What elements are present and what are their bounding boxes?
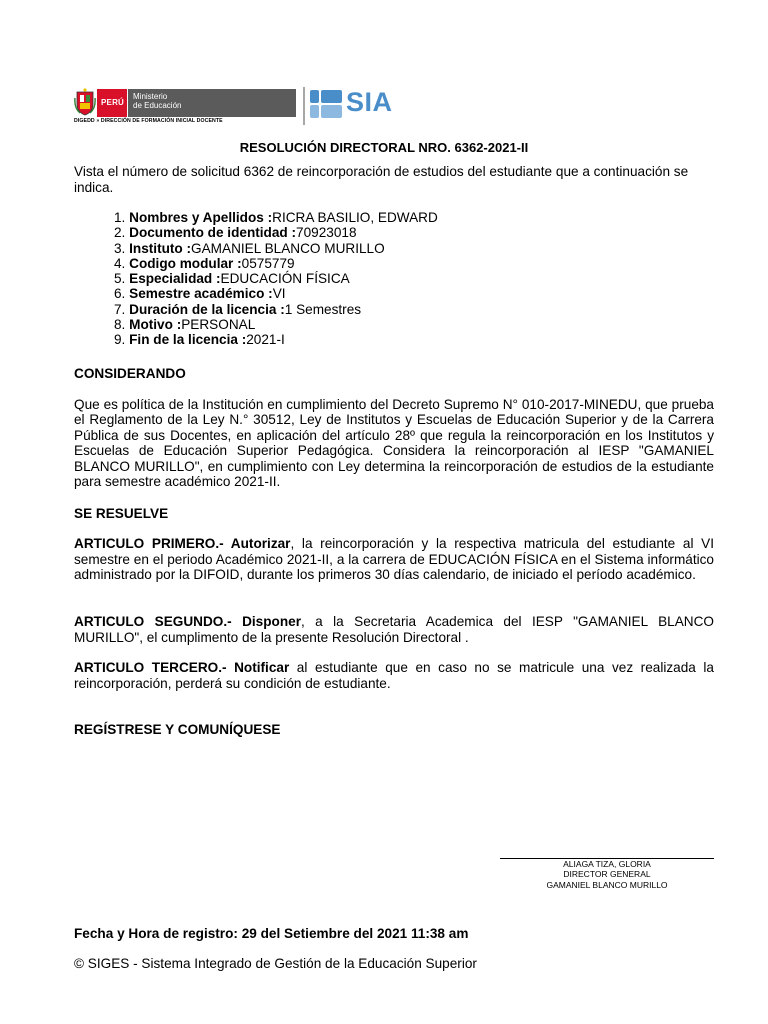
list-item-number: 6. bbox=[114, 286, 126, 302]
list-item bbox=[114, 241, 438, 256]
article-segundo-lead: ARTICULO SEGUNDO.- Disponer bbox=[74, 614, 301, 629]
data-list bbox=[74, 210, 438, 348]
intro-paragraph: Vista el número de solicitud 6362 de reincorporación de estudios del estudiante que a continuación se indica. bbox=[74, 164, 689, 195]
copyright-notice: © SIGES - Sistema Integrado de Gestión de la Educación Superior bbox=[74, 956, 477, 971]
resuelve-heading: SE RESUELVE bbox=[74, 506, 169, 521]
list-item-value: RICRA BASILIO, EDWARD bbox=[272, 210, 438, 225]
sia-logo-icon bbox=[310, 90, 342, 118]
list-item-value: 2021-I bbox=[246, 332, 285, 348]
article-segundo-text: , a la Secretaria Academica del IESP "GAMANIEL BLANCO MURILLO", el cumplimento de la presente Resolución Directoral . bbox=[74, 614, 714, 645]
list-item-value: 0575779 bbox=[241, 255, 295, 271]
signature-name: ALIAGA TIZA, GLORIA bbox=[563, 859, 651, 869]
signature-institution: GAMANIEL BLANCO MURILLO bbox=[546, 880, 668, 890]
list-item-label: Instituto : bbox=[129, 240, 192, 256]
list-item bbox=[114, 271, 438, 286]
closing-statement: REGÍSTRESE Y COMUNÍQUESE bbox=[74, 722, 281, 737]
article-primero-text: , la reincorporación y la respectiva matricula del estudiante al VI semestre en el periodo Académico 2021-II, a la carrera de EDUCACIÓN FÍSICA en el Sistema informático administrado por la DIFOID, durante los primeros 30 días calendario, de iniciado el período académico. bbox=[74, 536, 714, 582]
list-item-number: 4. bbox=[114, 255, 126, 271]
list-item-value: 1 Semestres bbox=[284, 301, 362, 317]
list-item-number: 1. bbox=[114, 210, 126, 225]
list-item bbox=[114, 210, 438, 225]
list-item bbox=[114, 317, 438, 332]
list-item-value: PERSONAL bbox=[181, 317, 256, 333]
article-tercero-lead: ARTICULO TERCERO.- Notificar bbox=[74, 660, 290, 675]
article-primero bbox=[74, 536, 714, 583]
list-item-label: Documento de identidad : bbox=[129, 225, 297, 241]
list-item-number: 2. bbox=[114, 225, 126, 241]
considerando-paragraph: Que es política de la Institución en cumplimiento del Decreto Supremo N° 010-2017-MINEDU, que prueba el Reglamento de la Ley N.° 30512, Ley de Institutos y Escuelas de Educación Superior y de la Carrera Pública de sus Docentes, en aplicación del artículo 28º que regula la reincorporación en los Institutos y Escuelas de Educación Superior Pedagógica. Considera la reincorporación al IESP "GAMANIEL BLANCO MURILLO", en cumplimiento con Ley determina la reincorporación de estudios de la estudiante para semestre académico 2021-II. bbox=[74, 397, 714, 490]
ministry-badge bbox=[128, 89, 296, 117]
list-item-label: Fin de la licencia : bbox=[129, 332, 247, 348]
article-tercero-text: al estudiante que en caso no se matricule una vez realizada la reincorporación, perderá su condición de estudiante. bbox=[74, 660, 714, 691]
article-primero-lead: ARTICULO PRIMERO.- Autorizar bbox=[74, 536, 291, 551]
signature-role: DIRECTOR GENERAL bbox=[563, 869, 651, 879]
list-item-label: Codigo modular : bbox=[129, 255, 242, 271]
coat-of-arms-icon bbox=[74, 88, 96, 116]
list-item bbox=[114, 286, 438, 301]
header-divider bbox=[303, 87, 305, 125]
list-item-number: 8. bbox=[114, 317, 126, 333]
ministry-line2: de Educación bbox=[133, 101, 182, 110]
peru-badge bbox=[97, 89, 127, 117]
list-item bbox=[114, 256, 438, 271]
list-item-number: 7. bbox=[114, 301, 126, 317]
list-item-label: Especialidad : bbox=[129, 271, 221, 287]
list-item-number: 9. bbox=[114, 332, 126, 348]
article-tercero bbox=[74, 660, 714, 691]
list-item-label: Motivo : bbox=[129, 317, 182, 333]
list-item-value: 70923018 bbox=[296, 225, 357, 241]
header-subtitle: DIGEDD » DIRECCIÓN DE FORMACIÓN INICIAL DOCENTE bbox=[74, 118, 223, 124]
registration-timestamp: Fecha y Hora de registro: 29 del Setiembre del 2021 11:38 am bbox=[74, 926, 469, 941]
list-item-label: Semestre académico : bbox=[129, 286, 273, 302]
considerando-heading: CONSIDERANDO bbox=[74, 366, 186, 381]
list-item-value: EDUCACIÓN FÍSICA bbox=[220, 271, 350, 287]
peru-label: PERÚ bbox=[101, 98, 125, 107]
list-item-label: Nombres y Apellidos : bbox=[129, 210, 273, 225]
list-item-number: 3. bbox=[114, 240, 126, 256]
list-item-value: VI bbox=[272, 286, 286, 302]
header-logo bbox=[74, 86, 393, 130]
list-item-number: 5. bbox=[114, 271, 126, 287]
ministry-line1: Ministerio bbox=[133, 92, 168, 101]
list-item-value: GAMANIEL BLANCO MURILLO bbox=[191, 240, 385, 256]
article-segundo bbox=[74, 614, 714, 645]
sia-label: SIA bbox=[346, 87, 393, 117]
list-item bbox=[114, 302, 438, 317]
list-item-label: Duración de la licencia : bbox=[129, 301, 285, 317]
list-item bbox=[114, 332, 438, 347]
document-title: RESOLUCIÓN DIRECTORAL NRO. 6362-2021-II bbox=[239, 140, 529, 155]
list-item bbox=[114, 225, 438, 240]
